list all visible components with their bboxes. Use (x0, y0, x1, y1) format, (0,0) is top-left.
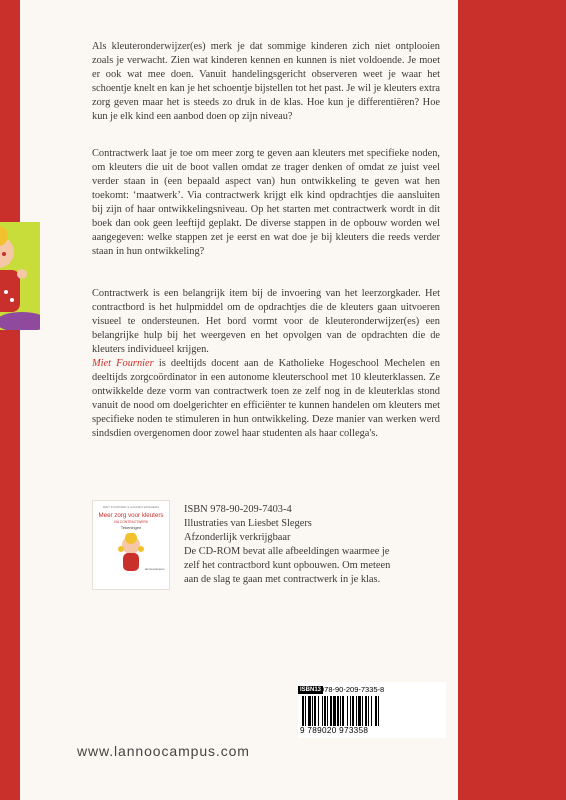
author-bio-text: is deeltijds docent aan de Katholieke Hogeschool Mechelen en deeltijds zorgcoördinator in een autonome kleuterschool met 10 kleuterklassen. Ze ontwikkelde deze vorm van contractwerk toen ze zelf nog in de kleuterklas stond vanuit de nood om doelgerichter en efficiënter te kunnen handelen om kleuters met specifieke noden te stimuleren in hun ontwikkeling. Deze manier van werken werd sindsdien overgenomen door zowel haar studenten als haar collega's. (92, 358, 440, 439)
companion-book-cover (92, 500, 170, 590)
cd-rom-line-3: aan de slag te gaan met contractwerk in je klas. (184, 574, 381, 585)
isbn13-label: ISBN13 (300, 687, 322, 693)
cover-authors: MIET FOURNIER & HANNEN EINDHERS (102, 505, 160, 509)
website-url: www.lannoocampus.com (77, 743, 250, 759)
author-bio-paragraph (92, 357, 440, 441)
barcode-bars (302, 696, 402, 726)
author-name: Miet Fournier (92, 358, 154, 369)
cover-title: Meer zorg voor kleuters (98, 512, 164, 519)
cover-subtitle-2: Tekeningen (120, 525, 142, 530)
barcode-isbn: 978-90-209-7335-8 (320, 685, 385, 694)
availability-line: Afzonderlijk verkrijgbaar (184, 532, 291, 543)
right-red-bar (458, 0, 566, 800)
cover-publisher: lannoocampus (145, 567, 165, 571)
intro-paragraph: Als kleuteronderwijzer(es) merk je dat sommige kinderen zich niet ontplooien zoals je verwacht. Zien wat kinderen kennen en kunnen is niet voldoende. Je moet er ook wat mee doen. Vanuit handelingsgericht observeren weet je waar het schoentje knelt en kan je het schoentje bijstellen tot het past. Je wil je kleuters extra zorg geven maar het is steeds zo druk in de klas. Hoe kun je differentiëren? Hoe kun je elk kind een aanbod doen op zijn niveau? (92, 41, 440, 122)
cd-rom-line-1: De CD-ROM bevat alle afbeeldingen waarmee je (184, 546, 390, 557)
companion-isbn: ISBN 978-90-209-7403-4 (184, 504, 292, 515)
left-red-bar (0, 0, 20, 800)
cd-rom-line-2: zelf het contractbord kunt opbouwen. Om meteen (184, 560, 391, 571)
companion-info (184, 503, 446, 587)
barcode-digits: 9 789020 973358 (300, 726, 369, 735)
cover-child-illustration (115, 533, 147, 577)
contractbord-paragraph: Contractwerk is een belangrijk item bij de invoering van het leerzorgkader. Het contractbord is het hulpmiddel om de opdrachtjes die de kleuters gaan uitvoeren visueel te ondersteunen. Het bord vormt voor de kleuteronderwijzer(es) een belangrijke hulp bij het weergeven en het opvolgen van de opdrachten die de kleuters individueel krijgen. (92, 288, 440, 355)
child-illustration (0, 222, 40, 330)
cover-subtitle: VIA CONTRACTWERK (113, 520, 149, 524)
illustrator-line: Illustraties van Liesbet Slegers (184, 518, 312, 529)
barcode (298, 682, 446, 738)
contractwerk-paragraph: Contractwerk laat je toe om meer zorg te geven aan kleuters met specifieke noden, om kleuters die uit de boot vallen omdat ze trager denken of omdat ze juist veel verder staan in (een bepaald aspect van) hun ontwikkeling te geven wat hen toekomt: ‘maatwerk’. Via contractwerk krijgt elk kind opdrachtjes die aansluiten bij zijn of haar ontwikkelingsniveau. Op het starten met contractwerk wordt in dit boek dan ook geen leeftijd geplakt. De diverse stappen in de opbouw worden wel aangegeven: welke stappen zet je eerst en wat doe je bij kleuters die reeds verder staan in hun ontwikkeling? (92, 148, 440, 257)
